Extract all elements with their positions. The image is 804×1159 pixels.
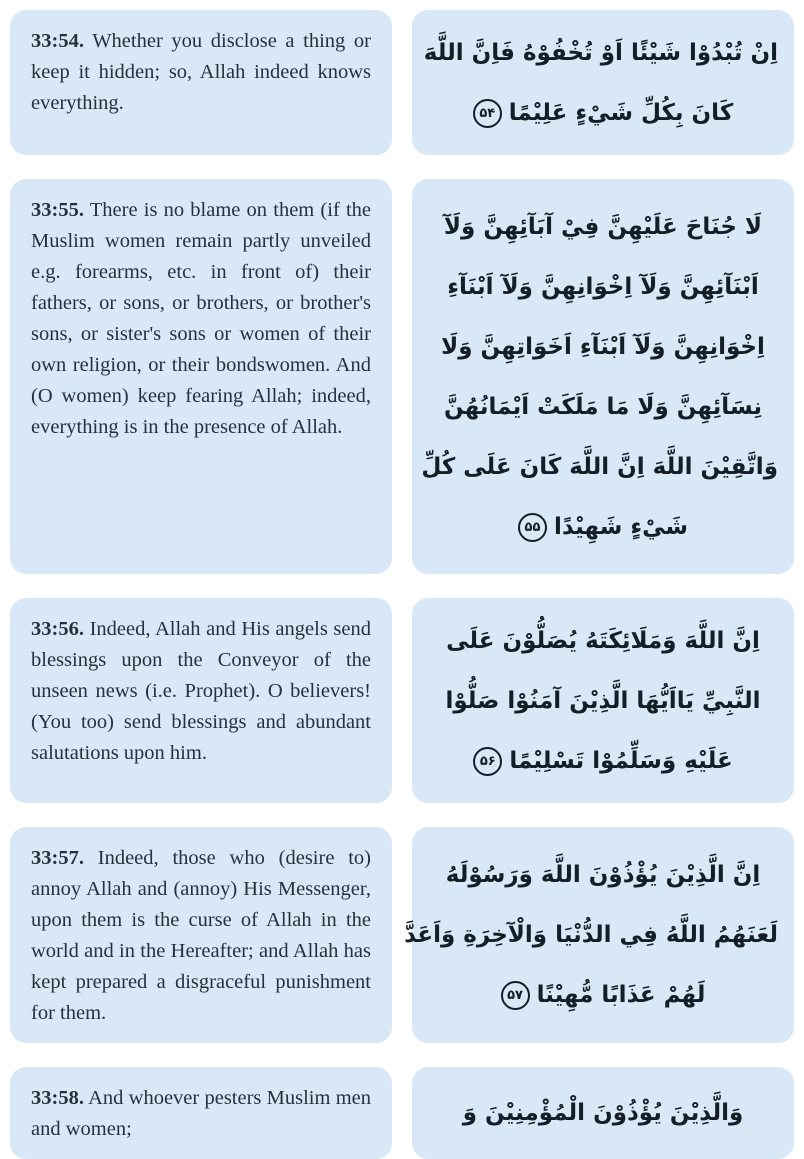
arabic-line: شَيْءٍ شَهِيْدًا۵۵ [428,497,778,557]
verse-ref: 33:56. [31,618,84,640]
verse-end-marker: ۵۴ [473,99,502,128]
arabic-line: عَلَيْهِ وَسَلِّمُوْا تَسْلِيْمًا۵۶ [428,731,778,791]
translation-box [10,179,392,574]
arabic-line: اِنْ تُبْدُوْا شَيْئًا اَوْ تُخْفُوْهُ فَاِنَّ اللَّهَ [423,39,778,66]
arabic-line: اِنَّ اللَّهَ وَمَلَائِكَتَهُ يُصَلُّوْنَ عَلَى [446,627,760,654]
translation-box [10,827,392,1043]
arabic-line: اِنَّ الَّذِيْنَ يُؤْذُوْنَ اللَّهَ وَرَسُوْلَهُ [445,862,761,888]
verse-row [10,827,794,1043]
arabic-line: النَّبِيِّ يَااَيُّهَا الَّذِيْنَ آمَنُوْا صَلُّوْا [445,687,761,714]
arabic-box [412,1067,794,1159]
arabic-line: اِخْوَانِهِنَّ وَلَآ اَبْنَآءِ اَخَوَاتِهِنَّ وَلَا [441,333,765,360]
verse-translation-text: And whoever pesters Muslim men and women; [31,1087,371,1140]
verse-end-marker: ۵۶ [473,747,502,776]
translation-box [10,598,392,803]
arabic-line: نِسَآئِهِنَّ وَلَا مَا مَلَكَتْ اَيْمَانُهُنَّ [444,393,762,420]
translation-box [10,1067,392,1159]
arabic-box [412,179,794,574]
verse-translation-text: Indeed, those who (desire to) annoy Allah and (annoy) His Messenger, upon them is the curse of Allah in the world and in the Hereafter; and Allah has kept prepared a disgraceful punishment for them. [31,847,371,1024]
verse-translation-text: There is no blame on them (if the Muslim women remain partly unveiled e.g. forearms, etc. in front of) their fathers, or sons, or brothers, or brother's sons, or sister's sons or women of their own religion, or their bondswomen. And (O women) keep fearing Allah; indeed, everything is in the presence of Allah. [31,199,371,438]
verse-ref: 33:58. [31,1087,84,1109]
verse-end-marker: ۵۵ [518,513,547,542]
arabic-line: وَاتَّقِيْنَ اللَّهَ اِنَّ اللَّهَ كَانَ عَلَى كُلِّ [421,453,778,480]
verse-translation-text: Whether you disclose a thing or keep it hidden; so, Allah indeed knows everything. [31,30,371,114]
translation-box [10,10,392,155]
verse-row [10,10,794,155]
verse-end-marker: ۵۷ [501,981,530,1010]
arabic-line: لَا جُنَاحَ عَلَيْهِنَّ فِيْ آبَآئِهِنَّ وَلَآ [443,213,763,240]
verse-row [10,598,794,803]
arabic-line: اَبْنَآئِهِنَّ وَلَآ اِخْوَانِهِنَّ وَلَآ اَبْنَآءِ [447,273,759,300]
arabic-line: وَالَّذِيْنَ يُؤْذُوْنَ الْمُؤْمِنِيْنَ وَ [462,1100,744,1126]
arabic-line: كَانَ بِكُلِّ شَيْءٍ عَلِيْمًا۵۴ [428,83,778,143]
verse-ref: 33:55. [31,199,84,221]
arabic-box [412,598,794,803]
verse-row [10,1067,794,1159]
arabic-line: لَعَنَهُمُ اللَّهُ فِي الدُّنْيَا وَالْآخِرَةِ وَاَعَدَّ [404,922,778,948]
verse-translation-text: Indeed, Allah and His angels send blessings upon the Conveyor of the unseen news (i.e. Prophet). O believers! (You too) send blessings and abundant salutations upon him. [31,618,371,764]
verse-row [10,179,794,574]
verse-ref: 33:57. [31,847,84,869]
arabic-box [404,827,794,1043]
arabic-line: لَهُمْ عَذَابًا مُّهِيْنًا۵۷ [428,965,778,1025]
arabic-box [412,10,794,155]
verse-ref: 33:54. [31,30,84,52]
